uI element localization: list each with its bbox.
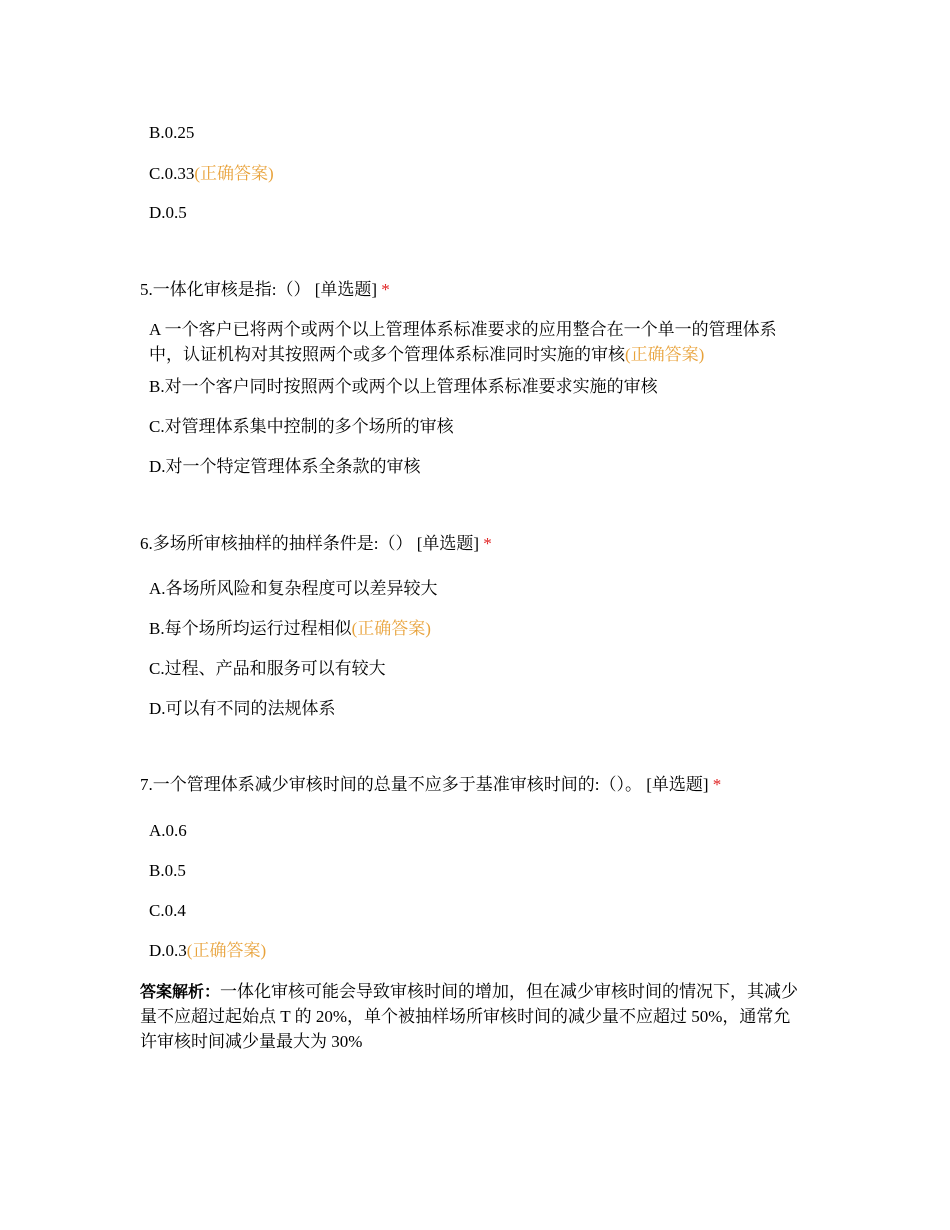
q7-option-b — [149, 859, 186, 883]
required-mark: * — [712, 775, 722, 794]
option-text: D.0.5 — [149, 203, 187, 222]
option-text: C.对管理体系集中控制的多个场所的审核 — [149, 417, 454, 436]
question-text: 5.一体化审核是指:（） [单选题] — [140, 280, 378, 299]
q7-title — [140, 773, 721, 797]
correct-answer-tag: (正确答案) — [625, 345, 705, 364]
q6-option-c — [149, 657, 386, 681]
q5-option-b — [149, 375, 658, 399]
option-text: A.各场所风险和复杂程度可以差异较大 — [149, 579, 438, 598]
q4-option-d — [149, 201, 187, 225]
option-text: A 一个客户已将两个或两个以上管理体系标准要求的应用整合在一个单一的管理体系中，认证机构对其按照两个或多个管理体系标准同时实施的审核 — [149, 320, 777, 364]
question-text: 6.多场所审核抽样的抽样条件是:（） [单选题] — [140, 534, 480, 553]
option-text: A.0.6 — [149, 821, 187, 840]
analysis-label: 答案解析： — [140, 982, 221, 1001]
q7-answer-analysis — [140, 979, 805, 1054]
q7-option-c — [149, 899, 186, 923]
question-text: 7.一个管理体系减少审核时间的总量不应多于基准审核时间的:（）。 [单选题] — [140, 775, 709, 794]
option-text: B.对一个客户同时按照两个或两个以上管理体系标准要求实施的审核 — [149, 377, 658, 396]
q5-option-d — [149, 455, 421, 479]
correct-answer-tag: (正确答案) — [194, 164, 274, 183]
option-text: D.0.3 — [149, 941, 187, 960]
option-text: C.过程、产品和服务可以有较大 — [149, 659, 386, 678]
option-text: D.对一个特定管理体系全条款的审核 — [149, 457, 421, 476]
option-text: C.0.33 — [149, 164, 195, 183]
correct-answer-tag: (正确答案) — [351, 619, 431, 638]
q5-option-a — [149, 317, 809, 367]
option-text: B.每个场所均运行过程相似 — [149, 619, 352, 638]
q7-option-d — [149, 939, 266, 963]
option-text: B.0.25 — [149, 123, 195, 142]
q4-option-b — [149, 121, 194, 145]
analysis-text: 一体化审核可能会导致审核时间的增加，但在减少审核时间的情况下，其减少量不应超过起始点 T 的 20%，单个被抽样场所审核时间的减少量不应超过 50%，通常允许审核时间减少量最大为 30% — [140, 982, 799, 1051]
required-mark: * — [381, 280, 390, 299]
option-text: D.可以有不同的法规体系 — [149, 699, 336, 718]
option-text: C.0.4 — [149, 901, 186, 920]
q6-option-b — [149, 617, 431, 641]
q7-option-a — [149, 819, 187, 843]
q5-option-c — [149, 415, 454, 439]
required-mark: * — [483, 534, 492, 553]
q6-option-d — [149, 697, 336, 721]
correct-answer-tag: (正确答案) — [186, 941, 267, 960]
q6-title — [140, 532, 492, 556]
option-text: B.0.5 — [149, 861, 186, 880]
q4-option-c — [149, 162, 274, 186]
q6-option-a — [149, 577, 438, 601]
q5-title — [140, 278, 390, 302]
